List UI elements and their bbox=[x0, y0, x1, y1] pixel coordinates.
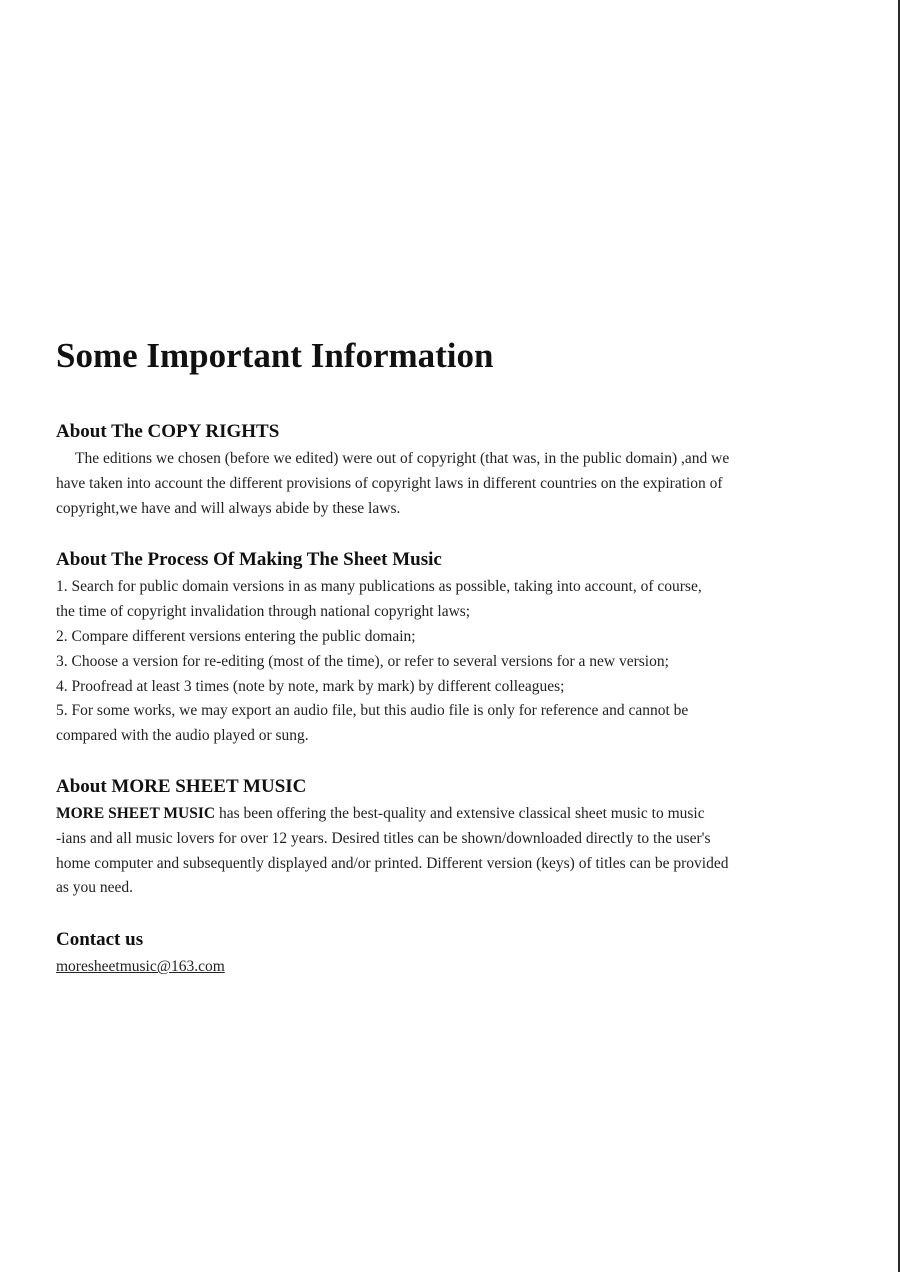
about-line: -ians and all music lovers for over 12 years. Desired titles can be shown/downloaded directly to the user's bbox=[56, 829, 711, 847]
about-line: home computer and subsequently displayed and/or printed. Different version (keys) of titles can be provided bbox=[56, 854, 729, 872]
process-line: 3. Choose a version for re-editing (most of the time), or refer to several versions for a new version; bbox=[56, 652, 669, 670]
copyright-heading: About The COPY RIGHTS bbox=[56, 421, 280, 442]
process-section bbox=[56, 547, 846, 749]
process-line: 4. Proofread at least 3 times (note by note, mark by mark) by different colleagues; bbox=[56, 677, 565, 695]
process-heading: About The Process Of Making The Sheet Music bbox=[56, 549, 442, 571]
about-heading: About MORE SHEET MUSIC bbox=[56, 775, 307, 797]
about-line: as you need. bbox=[56, 879, 134, 897]
process-list bbox=[56, 575, 846, 749]
brand-name: MORE SHEET MUSIC bbox=[56, 804, 216, 822]
contact-email-link[interactable]: moresheetmusic@163.com bbox=[56, 958, 225, 976]
about-line-text: has been offering the best-quality and extensive classical sheet music to music bbox=[215, 804, 705, 822]
copyright-line: The editions we chosen (before we edited) were out of copyright (that was, in the public domain) ,and we bbox=[75, 450, 730, 467]
about-paragraph bbox=[56, 802, 846, 901]
about-line bbox=[56, 802, 846, 827]
process-line: the time of copyright invalidation through national copyright laws; bbox=[56, 603, 471, 621]
contact-section bbox=[56, 927, 846, 979]
process-line: 1. Search for public domain versions in as many publications as possible, taking into account, of course, bbox=[56, 578, 702, 596]
process-line: 2. Compare different versions entering the public domain; bbox=[56, 627, 416, 645]
page-title: Some Important Information bbox=[56, 336, 494, 375]
about-section bbox=[56, 774, 846, 901]
copyright-paragraph bbox=[56, 447, 846, 521]
document-content bbox=[56, 333, 846, 979]
copyright-line: copyright,we have and will always abide by these laws. bbox=[56, 499, 401, 517]
process-line: 5. For some works, we may export an audio file, but this audio file is only for reference and cannot be bbox=[56, 702, 689, 720]
contact-heading: Contact us bbox=[56, 929, 144, 951]
copyright-section bbox=[56, 419, 846, 521]
copyright-line: have taken into account the different provisions of copyright laws in different countries on the expiration of bbox=[56, 474, 723, 492]
process-line: compared with the audio played or sung. bbox=[56, 727, 309, 745]
